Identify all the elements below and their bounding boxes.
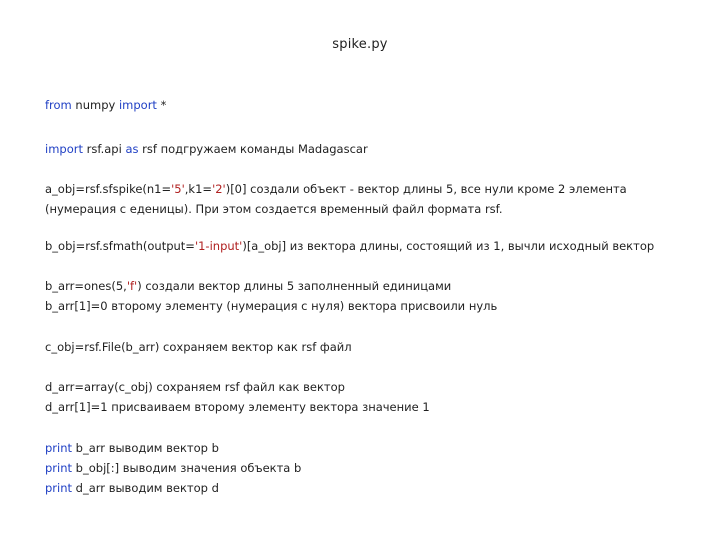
code-line: d_arr[1]=1 присваиваем второму элементу вектора значение 1 [45,400,430,414]
code-line [45,276,695,296]
keyword: print [45,461,73,475]
code-text: rsf подгружаем команды Madagascar [138,142,368,156]
code-text: a_obj=rsf.sfspike(n1= [45,182,172,196]
code-text: d_arr выводим вектор d [72,481,219,495]
keyword: from [45,98,72,112]
code-line: b_arr[1]=0 второму элементу (нумерация с нуля) вектора присвоили нуль [45,299,498,313]
code-line [45,236,695,256]
keyword: print [45,481,73,495]
code-line [45,458,695,478]
string-literal: 'f' [126,279,138,293]
code-line: (нумерация с еденицы). При этом создается временный файл формата rsf. [45,202,503,216]
code-block-sfmath [45,236,695,256]
code-line [45,478,695,498]
code-block-array [45,377,695,417]
keyword: import [45,142,83,156]
code-line: d_arr=array(c_obj) сохраняем rsf файл как вектор [45,380,345,394]
code-text: b_obj=rsf.sfmath(output= [45,239,195,253]
code-text: ,k1= [184,182,213,196]
code-block-ones [45,276,695,316]
code-block-file [45,337,695,357]
code-text: * [156,98,167,112]
keyword: import [118,98,157,112]
code-block-import-rsf [45,139,695,159]
slide-title: spike.py [332,37,388,52]
code-text: ) создали вектор длины 5 заполненный единицами [137,279,452,293]
code-line [45,139,695,159]
code-text: )[0] создали объект - вектор длины 5, все нули кроме 2 элемента [225,182,627,196]
code-line [45,179,695,199]
code-text: numpy [71,98,119,112]
string-literal: '2' [212,182,226,196]
code-text: b_arr=ones(5, [45,279,127,293]
code-block-sfspike [45,179,695,219]
code-text: rsf.api [82,142,126,156]
keyword: as [125,142,139,156]
code-block-print [45,438,695,498]
code-line [45,438,695,458]
code-line: c_obj=rsf.File(b_arr) сохраняем вектор как rsf файл [45,340,352,354]
string-literal: '1-input' [194,239,243,253]
keyword: print [45,441,73,455]
code-text: b_arr выводим вектор b [72,441,219,455]
string-literal: '5' [171,182,185,196]
code-line [45,95,695,115]
code-text: b_obj[:] выводим значения объекта b [72,461,302,475]
code-block-import-numpy [45,95,695,115]
code-text: )[a_obj] из вектора длины, состоящий из 1, вычли исходный вектор [242,239,655,253]
